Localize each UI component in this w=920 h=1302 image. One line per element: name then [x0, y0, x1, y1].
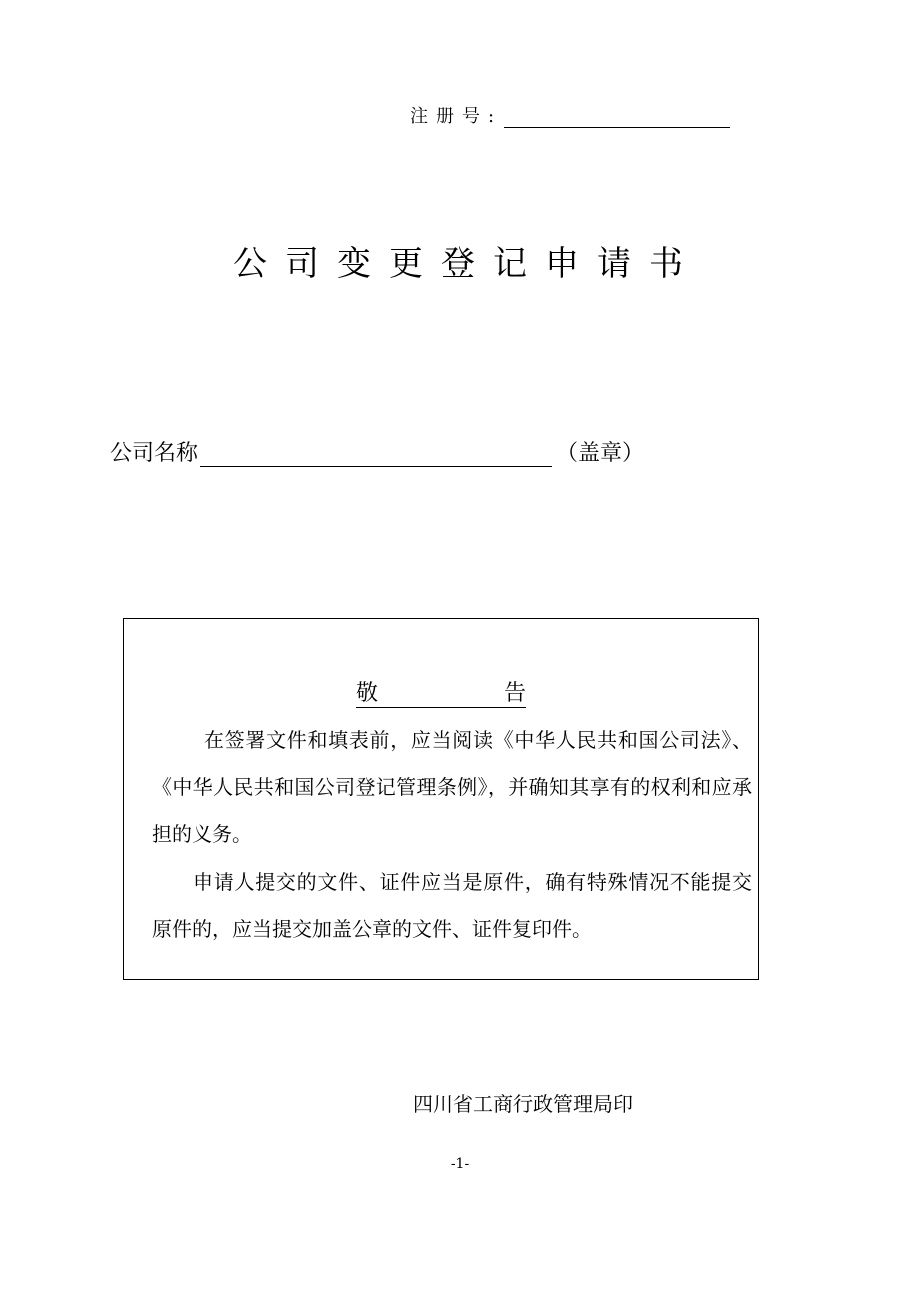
registration-number-label: 注册号:: [410, 106, 503, 127]
registration-number-blank[interactable]: [504, 105, 730, 128]
company-name-field: [110, 436, 644, 467]
page-title: 公司变更登记申请书: [233, 244, 701, 284]
company-name-blank[interactable]: [200, 440, 552, 467]
notice-title: [356, 681, 526, 708]
seal-note: （盖章）: [556, 441, 645, 466]
registration-number-field: [410, 100, 730, 128]
notice-title-left: 敬: [356, 681, 379, 706]
issuer-label: 四川省工商行政管理局印: [413, 1092, 633, 1116]
notice-paragraph-2: 申请人提交的文件、证件应当是原件，确有特殊情况不能提交原件的，应当提交加盖公章的文件、证件复印件。: [152, 870, 752, 941]
page-number: -1-: [450, 1156, 470, 1172]
notice-title-right: 告: [503, 681, 526, 706]
notice-paragraph-1: 在签署文件和填表前，应当阅读《中华人民共和国公司法》、《中华人民共和国公司登记管理条例》，并确知其享有的权利和应承担的义务。: [152, 728, 752, 846]
company-name-label: 公司名称: [110, 441, 199, 466]
notice-box: [123, 618, 759, 980]
